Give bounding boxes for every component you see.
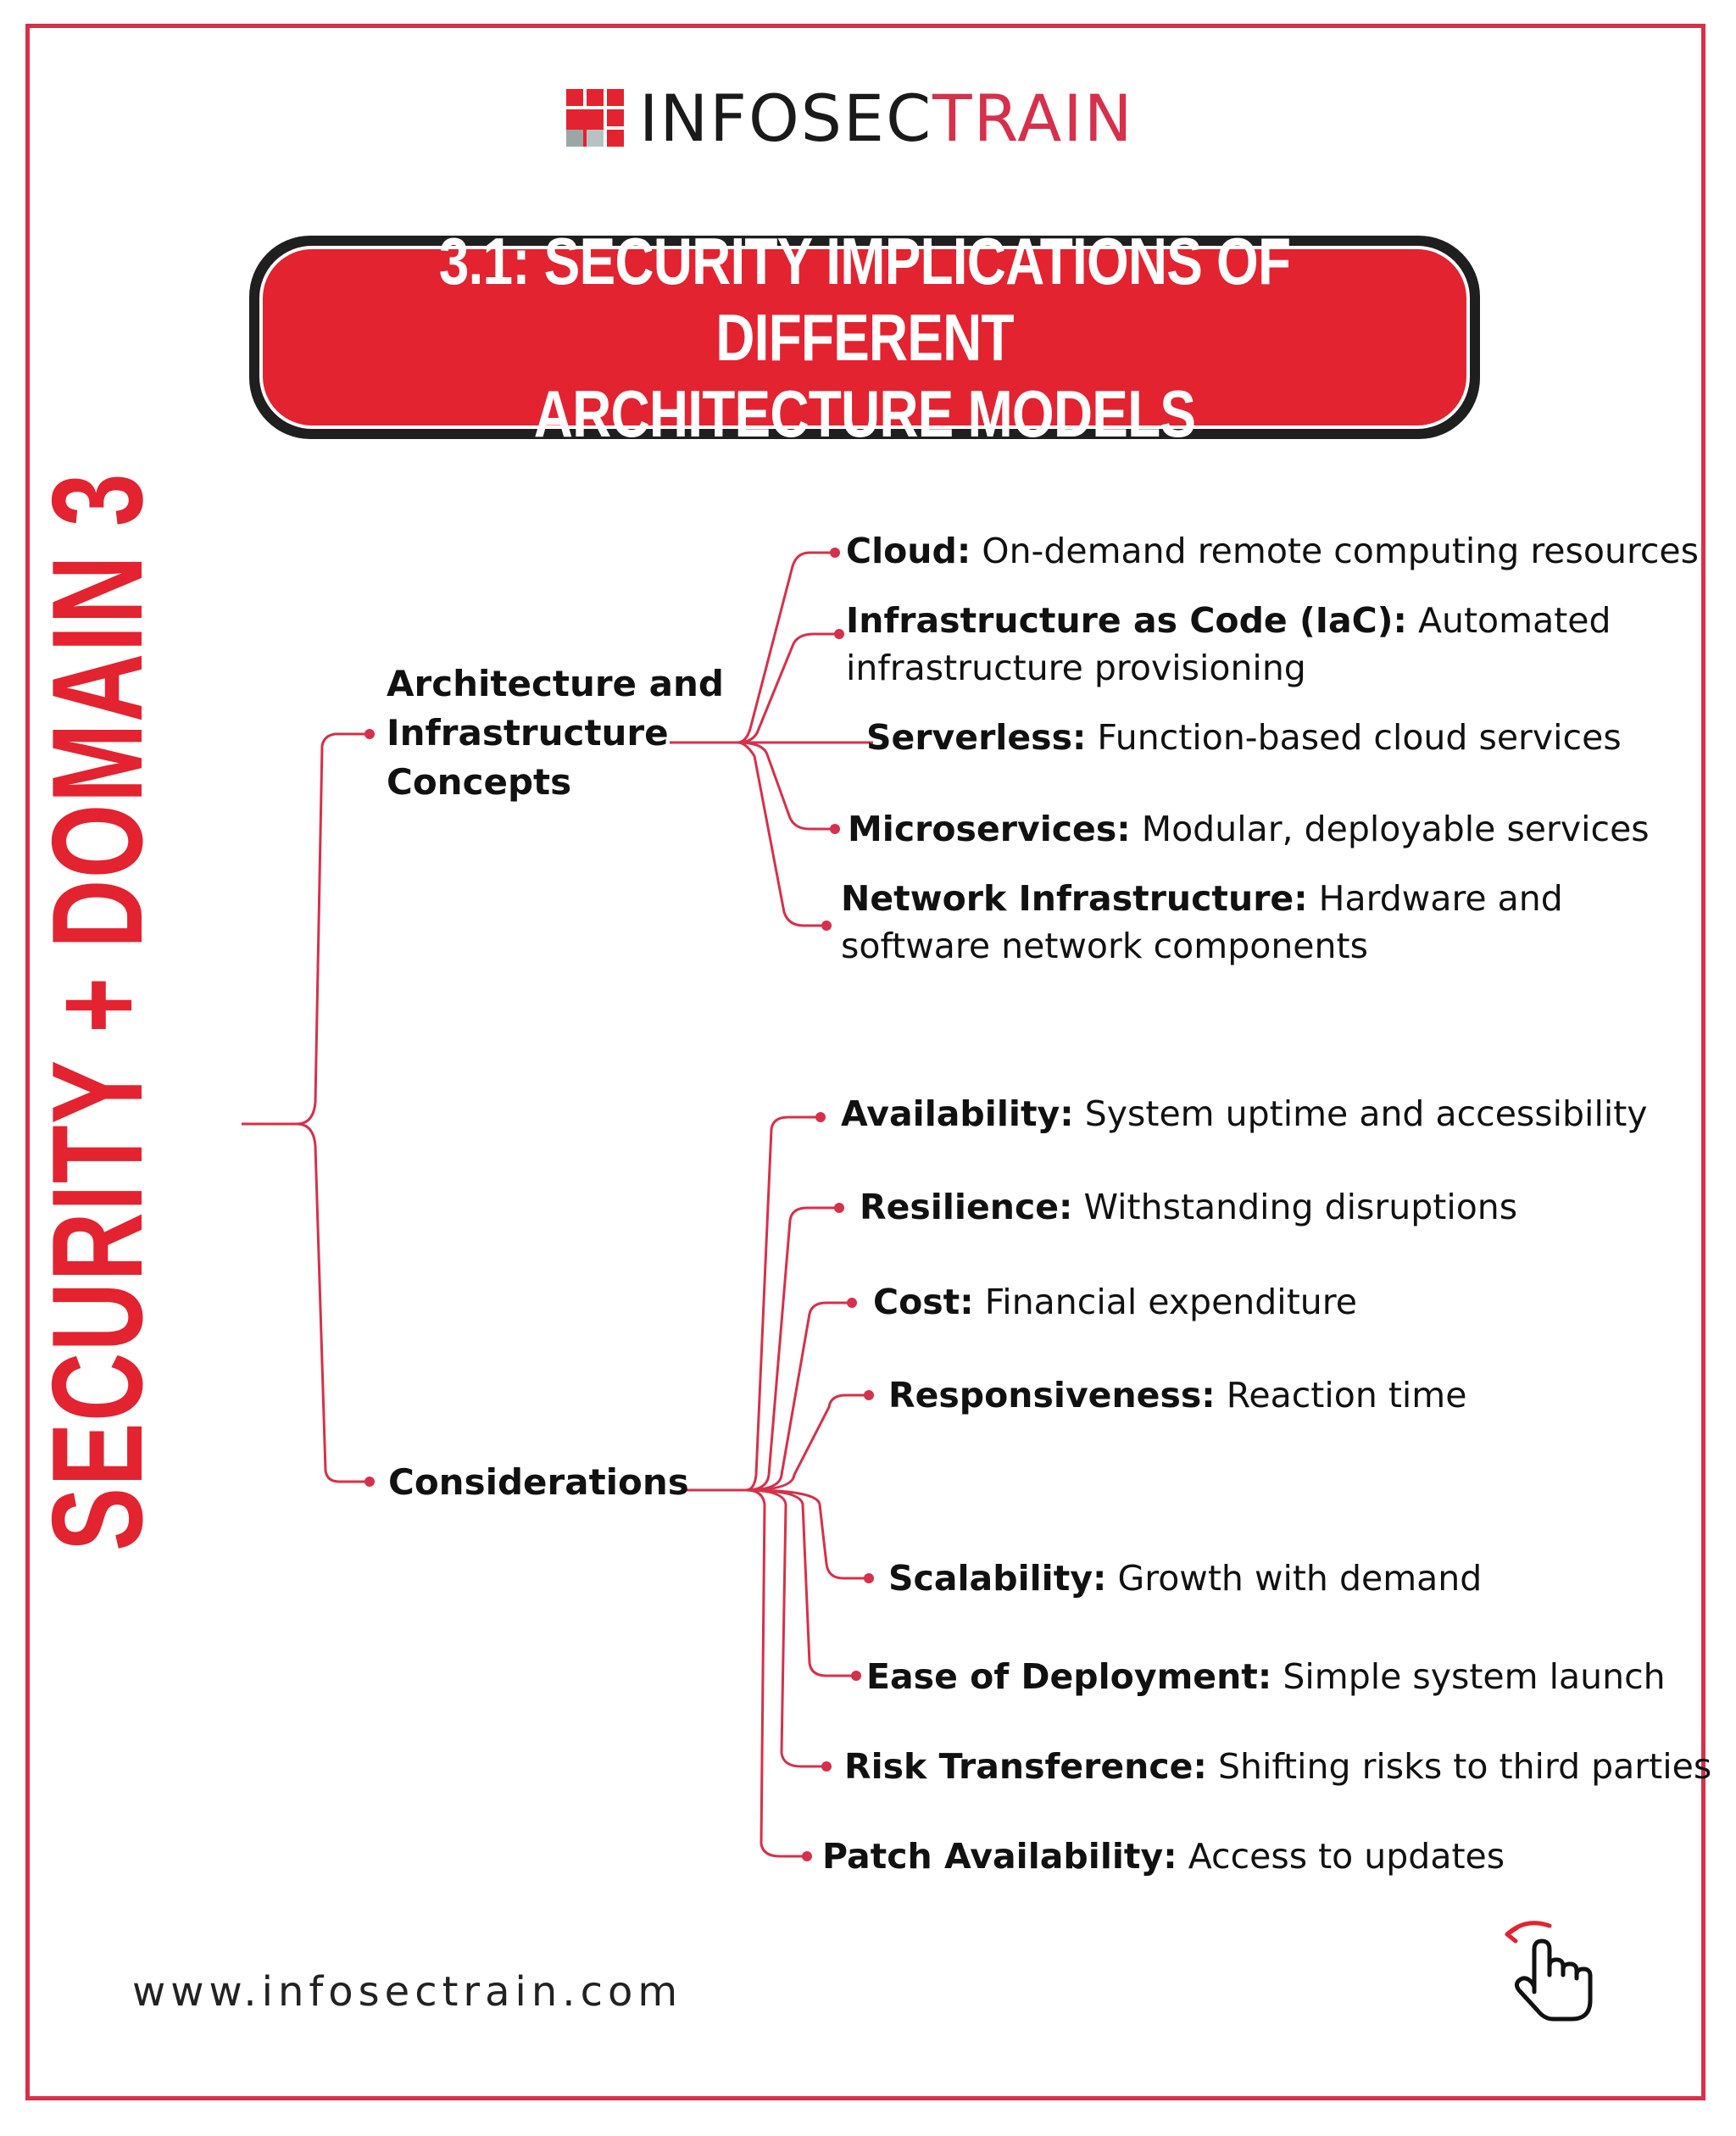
leaf-desc: Access to updates [1188,1836,1505,1877]
leaf-desc: infrastructure provisioning [846,648,1306,688]
leaf-risk-transference [844,1743,1711,1790]
leaf-term: Cost: [873,1282,974,1322]
root-connector-2 [297,1124,370,1482]
branch-architecture-label [387,659,724,807]
leaf-term: Ease of Deployment: [866,1656,1272,1697]
branch-label-line: Infrastructure [387,712,669,754]
leaf-term: Infrastructure as Code (IaC): [846,600,1407,641]
leaf-responsiveness [888,1371,1466,1419]
leaf-desc: System uptime and accessibility [1084,1093,1648,1134]
branch-label-line: Considerations [388,1461,689,1503]
leaf-term: Network Infrastructure: [841,878,1308,919]
leaf-term: Cloud: [846,531,971,571]
leaf-term: Availability: [841,1093,1074,1134]
branch-considerations-label [388,1458,689,1507]
root-connector [242,734,370,1124]
leaf-network-infrastructure [841,875,1563,970]
leaf-desc: On-demand remote computing resources [982,531,1700,571]
leaf-desc: Modular, deployable services [1141,809,1650,849]
leaf-desc: Growth with demand [1117,1558,1483,1599]
title-line-1: 3.1: SECURITY IMPLICATIONS OF DIFFERENT [438,224,1291,375]
leaf-desc: Withstanding disruptions [1083,1187,1518,1227]
leaf-term: Microservices: [848,809,1131,849]
branch-label-line: Concepts [387,761,572,803]
leaf-desc: Function-based cloud services [1097,717,1622,758]
hand-pointer-icon [1500,1916,1602,2026]
leaf-resilience [860,1183,1517,1231]
leaf-cloud [846,527,1699,575]
side-title-text: SECURITY + DOMAIN 3 [25,472,170,1551]
leaf-term: Scalability: [888,1558,1107,1599]
leaf-desc: software network components [841,926,1368,966]
leaf-term: Risk Transference: [844,1746,1207,1787]
leaf-desc: Reaction time [1226,1375,1467,1416]
leaf-ease-of-deployment [866,1653,1666,1700]
leaf-serverless [866,714,1622,761]
branch-label-line: Architecture and [387,663,724,704]
leaf-scalability [888,1555,1482,1602]
logo-text-red: TRAIN [932,81,1134,156]
title-line-2: ARCHITECTURE MODELS [533,376,1196,451]
footer-url: www.infosectrain.com [132,1968,683,2016]
leaf-term: Serverless: [866,717,1087,758]
leaf-desc: Shifting risks to third parties [1217,1746,1712,1787]
leaf-patch-availability [822,1833,1505,1880]
leaf-desc: Hardware and [1318,878,1563,919]
logo-text-dark: INFOSEC [639,81,933,156]
leaf-iac [846,597,1611,692]
leaf-availability [841,1090,1648,1138]
leaf-desc: Financial expenditure [984,1282,1357,1322]
leaf-desc: Simple system launch [1283,1656,1666,1697]
leaf-term: Responsiveness: [888,1375,1216,1416]
leaf-desc: Automated [1417,600,1611,641]
leaf-cost [873,1278,1357,1326]
leaf-term: Patch Availability: [822,1836,1177,1877]
leaf-term: Resilience: [860,1187,1073,1227]
leaf-microservices [848,805,1650,853]
